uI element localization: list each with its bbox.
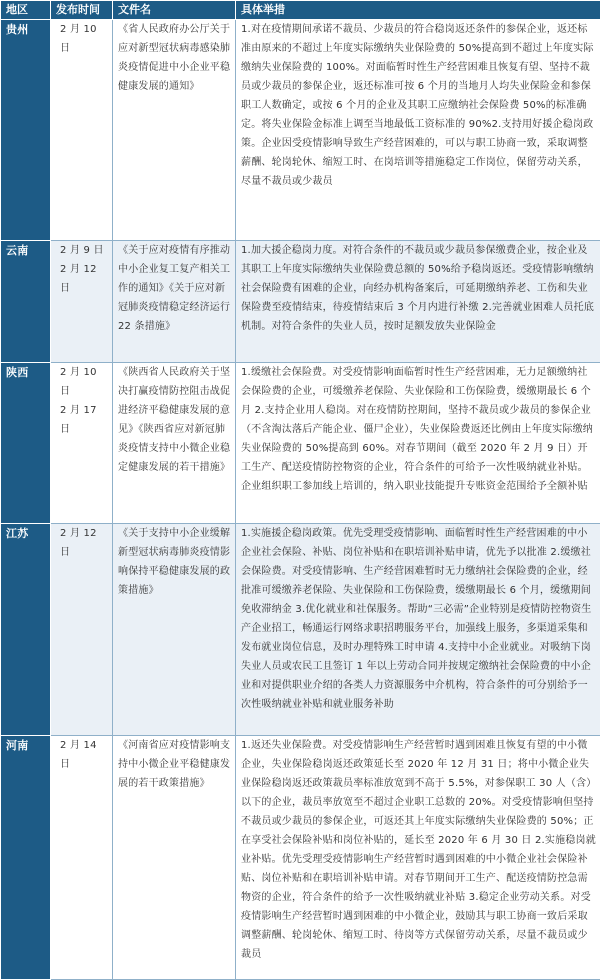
- header-date: 发布时间: [51, 1, 113, 20]
- header-document: 文件名: [113, 1, 236, 20]
- region-cell: 贵州: [1, 20, 51, 241]
- header-region: 地区: [1, 1, 51, 20]
- document-cell: 《关于应对疫情有序推动中小企业复工复产相关工作的通知》《关于应对新冠肺炎疫情稳定经济运行 22 条措施》: [113, 241, 236, 363]
- date-cell: 2 月 10 日 2 月 17 日: [51, 363, 113, 524]
- document-cell: 《河南省应对疫情影响支持中小微企业平稳健康发展的若干政策措施》: [113, 736, 236, 980]
- document-cell: 《陕西省人民政府关于坚决打赢疫情防控阻击战促进经济平稳健康发展的意见》《陕西省应对新冠肺炎疫情支持中小微企业稳定健康发展的若干措施》: [113, 363, 236, 524]
- document-cell: 《关于支持中小企业缓解新型冠状病毒肺炎疫情影响保持平稳健康发展的政策措施》: [113, 524, 236, 736]
- header-measures: 具体举措: [236, 1, 600, 20]
- date-cell: 2 月 14 日: [51, 736, 113, 980]
- table-row: [1, 363, 600, 524]
- measures-cell: 1.返还失业保险费。对受疫情影响生产经营暂时遇到困难且恢复有望的中小微企业，失业保险稳岗返还政策延长至 2020 年 12 月 31 日；将中小微企业失业保险稳岗返还政策裁员率标准放宽到不高于 5.5%，对参保职工 30 人（含）以下的企业，裁员率放宽至不超过企业职工总数的 20%。对受疫情影响但坚持不裁员或少裁员的参保企业，可返还其上年度实际缴纳失业保险费的 50%；正在享受社会保险补贴和岗位补贴的，延长至 2020 年 6 月 30 日 2.实施稳岗就业补贴。优先受理受疫情影响生产经营暂时遇到困难的中小微企业社会保险补贴、岗位补贴和在职培训补贴申请。对春节期间开工生产、配送疫情防控急需物资的企业，符合条件的给予一次性吸纳就业补贴 3.稳定企业劳动关系。对受疫情影响生产经营暂时遇到困难的中小微企业，鼓励其与职工协商一致后采取调整薪酬、轮岗轮休、缩短工时、待岗等方式保留劳动关系，尽量不裁员或少裁员: [236, 736, 600, 980]
- table-row: [1, 241, 600, 363]
- measures-cell: 1.实施援企稳岗政策。优先受理受疫情影响、面临暂时性生产经营困难的中小企业社会保险、补贴、岗位补贴和在职培训补贴申请，优先予以批准 2.缓缴社会保险费。对受疫情影响、生产经营困难暂时无力缴纳社会保险费的企业，经批准可缓缴养老保险、失业保险和工伤保险费，缓缴期最长 6 个月，缓缴期间免收滞纳金 3.优化就业和社保服务。帮助“三必需”企业特别是疫情防控物资生产企业招工，畅通运行网络求职招聘服务平台，加强线上服务，多渠道采集和发布就业岗位信息，及时办理特殊工时申请 4.支持中小企业就业。对吸纳下岗失业人员或农民工且签订 1 年以上劳动合同并按规定缴纳社会保险费的中小企业和对提供职业介绍的各类人力资源服务中介机构，符合条件的可分别给予一次性吸纳就业补贴和就业服务补助: [236, 524, 600, 736]
- date-cell: 2 月 9 日 2 月 12 日: [51, 241, 113, 363]
- date-cell: 2 月 12 日: [51, 524, 113, 736]
- date-cell: 2 月 10 日: [51, 20, 113, 241]
- document-cell: 《省人民政府办公厅关于应对新型冠状病毒感染肺炎疫情促进中小企业平稳健康发展的通知》: [113, 20, 236, 241]
- region-cell: 江苏: [1, 524, 51, 736]
- table-header: [1, 1, 600, 20]
- measures-cell: 1.对在疫情期间承诺不裁员、少裁员的符合稳岗返还条件的参保企业，返还标准由原来的不超过上年度实际缴纳失业保险费的 50%提高到不超过上年度实际缴纳失业保险费的 100%。对面临暂时性生产经营困难且恢复有望、坚持不裁员或少裁员的参保企业，返还标准可按 6 个月的当地月人均失业保险金和参保职工人数确定，或按 6 个月的企业及其职工应缴纳社会保险费 50%的标准确定。将失业保险金标准上调至当地最低工资标准的 90%2.支持用好援企稳岗政策。企业因受疫情影响导致生产经营困难的，可以与职工协商一致，采取调整薪酬、轮岗轮休、缩短工时、在岗培训等措施稳定工作岗位，保留劳动关系，尽量不裁员或少裁员: [236, 20, 600, 241]
- region-cell: 陕西: [1, 363, 51, 524]
- measures-cell: 1.加大援企稳岗力度。对符合条件的不裁员或少裁员参保缴费企业，按企业及其职工上年度实际缴纳失业保险费总额的 50%给予稳岗返还。受疫情影响缴纳社会保险费有困难的企业，向经办机构备案后，可延期缴纳养老、工伤和失业保险费至疫情结束，待疫情结束后 3 个月内进行补缴 2.完善就业困难人员托底机制。对符合条件的失业人员，按时足额发放失业保险金: [236, 241, 600, 363]
- region-cell: 河南: [1, 736, 51, 980]
- region-cell: 云南: [1, 241, 51, 363]
- measures-cell: 1.缓缴社会保险费。对受疫情影响面临暂时性生产经营困难，无力足额缴纳社会保险费的企业，可缓缴养老保险、失业保险和工伤保险费，缓缴期最长 6 个月 2.支持企业用人稳岗。对在疫情防控期间，坚持不裁员或少裁员的参保企业（不含淘汰落后产能企业、僵尸企业），失业保险费返还比例由上年度实际缴纳失业保险费的 50%提高到 60%。对春节期间（截至 2020 年 2 月 9 日）开工生产、配送疫情防控物资的企业，符合条件的可给予一次性吸纳就业补贴。企业组织职工参加线上培训的，纳入职业技能提升专账资金范围给予全额补贴: [236, 363, 600, 524]
- table-row: [1, 20, 600, 241]
- table-row: [1, 524, 600, 736]
- table-row: [1, 736, 600, 980]
